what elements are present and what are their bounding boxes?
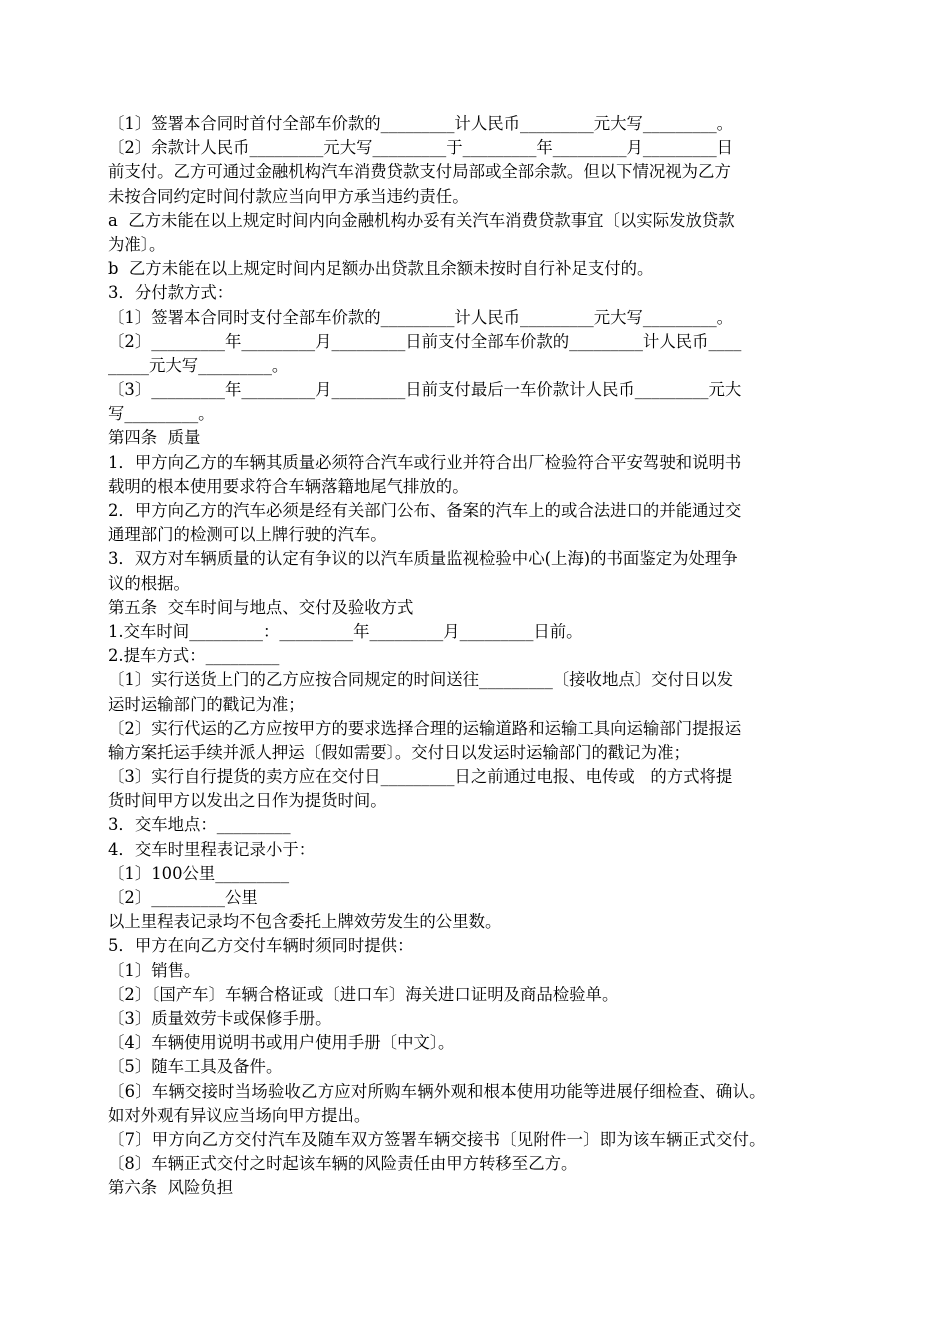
text-line: 运时运输部门的戳记为准； bbox=[108, 694, 305, 714]
text-line: 前支付。乙方可通过金融机构汽车消费贷款支付局部或全部余款。但以下情况视为乙方 bbox=[108, 162, 731, 182]
text-line: 5．甲方在向乙方交付车辆时须同时提供： bbox=[108, 936, 414, 956]
text-line: a 乙方未能在以上规定时间内向金融机构办妥有关汽车消费贷款事宜〔以实际发放贷款 bbox=[108, 210, 735, 230]
text-line: 〔2〕实行代运的乙方应按甲方的要求选择合理的运输道路和运输工具向运输部门提报运 bbox=[108, 718, 742, 738]
text-line: 3．分付款方式： bbox=[108, 283, 234, 303]
text-line: 2．甲方向乙方的汽车必须是经有关部门公布、备案的汽车上的或合法进口的并能通过交 bbox=[108, 501, 742, 520]
text-line: 〔2〕_________年_________月_________日前支付全部车价款的_________计人民币____ bbox=[108, 331, 742, 351]
text-line: 〔8〕车辆正式交付之时起该车辆的风险责任由甲方转移至乙方。 bbox=[108, 1154, 578, 1174]
text-line: 3．交车地点：_________ bbox=[108, 815, 291, 835]
text-line: 〔2〕余款计人民币_________元大写_________于_________年_________月_________日 bbox=[108, 138, 734, 158]
text-line: 〔5〕随车工具及备件。 bbox=[108, 1057, 283, 1077]
text-line: 〔1〕实行送货上门的乙方应按合同规定的时间送往_________〔接收地点〕交付日以发 bbox=[108, 670, 734, 690]
text-line: _____元大写_________。 bbox=[108, 355, 289, 375]
section-heading: 第五条 交车时间与地点、交付及验收方式 bbox=[108, 597, 414, 617]
text-line: 〔6〕车辆交接时当场验收乙方应对所购车辆外观和根本使用功能等进展仔细检查、确认。 bbox=[108, 1081, 766, 1101]
text-line: 〔3〕实行自行提货的卖方应在交付日_________日之前通过电报、电传或 的方式将提 bbox=[108, 767, 733, 787]
text-line: b 乙方未能在以上规定时间内足额办出贷款且余额未按时自行补足支付的。 bbox=[108, 259, 654, 279]
text-line: 1.交车时间_________：_________年_________月_________日前。 bbox=[108, 621, 583, 641]
text-line: 〔1〕签署本合同时首付全部车价款的_________计人民币_________元大写_________。 bbox=[108, 114, 734, 133]
text-line: 〔2〕_________公里 bbox=[108, 888, 258, 907]
text-line: 未按合同约定时间付款应当向甲方承当违约责任。 bbox=[108, 186, 469, 206]
text-line: 〔1〕销售。 bbox=[108, 960, 201, 980]
text-line: 〔1〕签署本合同时支付全部车价款的_________计人民币_________元大写_________。 bbox=[108, 307, 734, 327]
text-line: 〔1〕100公里_________ bbox=[108, 863, 290, 883]
text-line: 3．双方对车辆质量的认定有争议的以汽车质量监视检验中心(上海)的书面鉴定为处理争 bbox=[108, 549, 738, 569]
section-heading: 第六条 风险负担 bbox=[108, 1178, 234, 1198]
contract-page bbox=[108, 112, 860, 1200]
text-line: 通理部门的检测可以上牌行驶的汽车。 bbox=[108, 525, 387, 545]
text-line: 1．甲方向乙方的车辆其质量必须符合汽车或行业并符合出厂检验符合平安驾驶和说明书 bbox=[108, 452, 742, 472]
text-line: 4．交车时里程表记录小于： bbox=[108, 839, 316, 859]
text-line: 〔3〕质量效劳卡或保修手册。 bbox=[108, 1008, 332, 1028]
text-line: 〔4〕车辆使用说明书或用户使用手册〔中文〕。 bbox=[108, 1033, 455, 1053]
text-line: 输方案托运手续并派人押运〔假如需要〕。交付日以发运时运输部门的戳记为准； bbox=[108, 742, 690, 762]
text-line: 议的根据。 bbox=[108, 573, 190, 593]
text-line: 为准〕。 bbox=[108, 234, 166, 254]
text-line: 〔3〕_________年_________月_________日前支付最后一车价款计人民币_________元大 bbox=[108, 380, 742, 400]
text-line: 如对外观有异议应当场向甲方提出。 bbox=[108, 1105, 371, 1125]
text-line: 以上里程表记录均不包含委托上牌效劳发生的公里数。 bbox=[108, 912, 502, 932]
text-line: 2.提车方式：_________ bbox=[108, 646, 280, 666]
text-line: 货时间甲方以发出之日作为提货时间。 bbox=[108, 791, 387, 811]
text-line: 〔2〕〔国产车〕车辆合格证或〔进口车〕海关进口证明及商品检验单。 bbox=[108, 984, 619, 1004]
text-line: 〔7〕甲方向乙方交付汽车及随车双方签署车辆交接书〔见附件一〕即为该车辆正式交付。 bbox=[108, 1129, 766, 1149]
section-heading: 第四条 质量 bbox=[108, 428, 201, 448]
text-line: 载明的根本使用要求符合车辆落籍地尾气排放的。 bbox=[108, 476, 469, 496]
text-line: 写_________。 bbox=[108, 404, 215, 424]
